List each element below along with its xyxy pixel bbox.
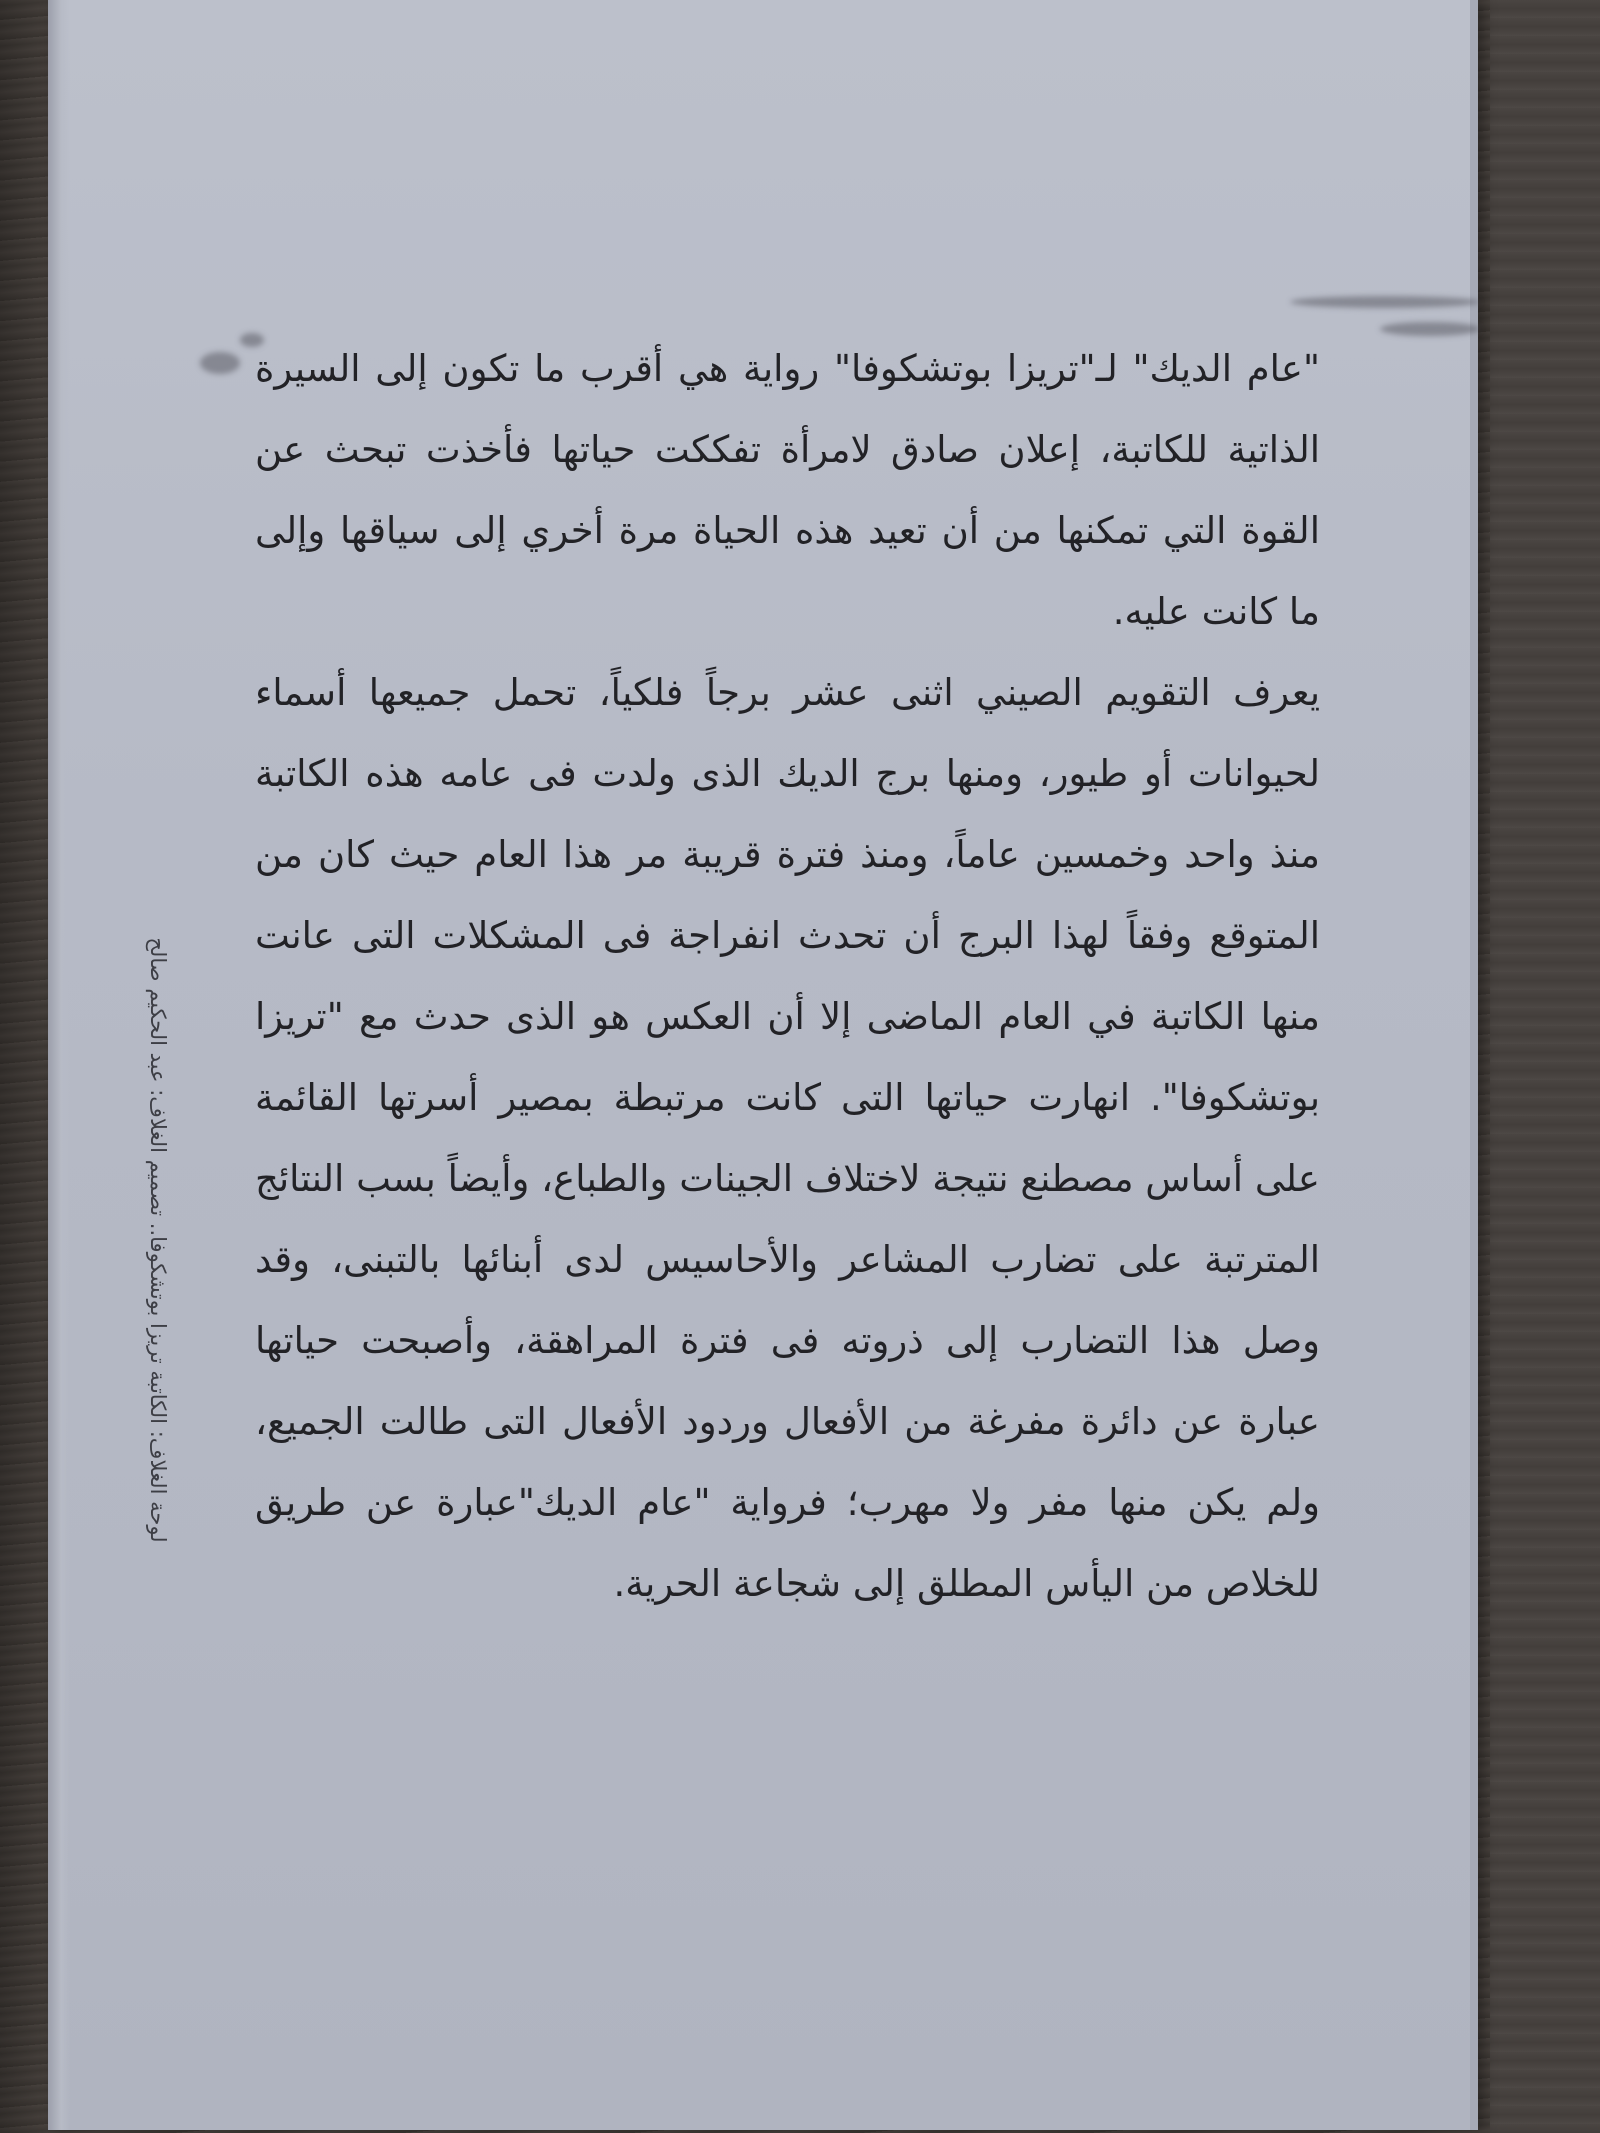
smudge-mark: [1380, 322, 1480, 336]
book-spine-edge: [48, 0, 70, 2130]
blurb-paragraph-1: "عام الديك" لـ"تريزا بوتشكوفا" رواية هي أقرب ما تكون إلى السيرة الذاتية للكاتبة، إعلان صادق لامرأة تفككت حياتها فأخذت تبحث عن القوة التي تمكنها من أن تعيد هذه الحياة مرة أخري إلى سياقها وإلى ما كانت عليه.: [255, 347, 1320, 633]
background-right-strip: [1490, 0, 1600, 2133]
smudge-mark: [200, 352, 240, 374]
back-cover-blurb: [255, 328, 1320, 1624]
blurb-paragraph-2: يعرف التقويم الصيني اثنى عشر برجاً فلكياً، تحمل جميعها أسماء لحيوانات أو طيور، ومنها برج الديك الذى ولدت فى عامه هذه الكاتبة منذ واحد وخمسين عاماً، ومنذ فترة قريبة مر هذا العام حيث كان من المتوقع وفقاً لهذا البرج أن تحدث انفراجة فى المشكلات التى عانت منها الكاتبة في العام الماضى إلا أن العكس هو الذى حدث مع "تريزا بوتشكوفا". انهارت حياتها التى كانت مرتبطة بمصير أسرتها القائمة على أساس مصطنع نتيجة لاختلاف الجينات والطباع، وأيضاً بسب النتائج المترتبة على تضارب المشاعر والأحاسيس لدى أبنائها بالتبنى، وقد وصل هذا التضارب إلى ذروته فى فترة المراهقة، وأصبحت حياتها عبارة عن دائرة مفرغة من الأفعال وردود الأفعال التى طالت الجميع، ولم يكن منها مفر ولا مهرب؛ فرواية "عام الديك"عبارة عن طريق للخلاص من اليأس المطلق إلى شجاعة الحرية.: [255, 671, 1320, 1605]
cover-credit-text: لوحة الغلاف: الكاتبة تريزا بوتشكوفا.. تصميم الغلاف: عبد الحكيم صالح: [146, 937, 170, 1543]
smudge-mark: [1290, 296, 1480, 308]
book-page-edge: [1470, 0, 1478, 2130]
